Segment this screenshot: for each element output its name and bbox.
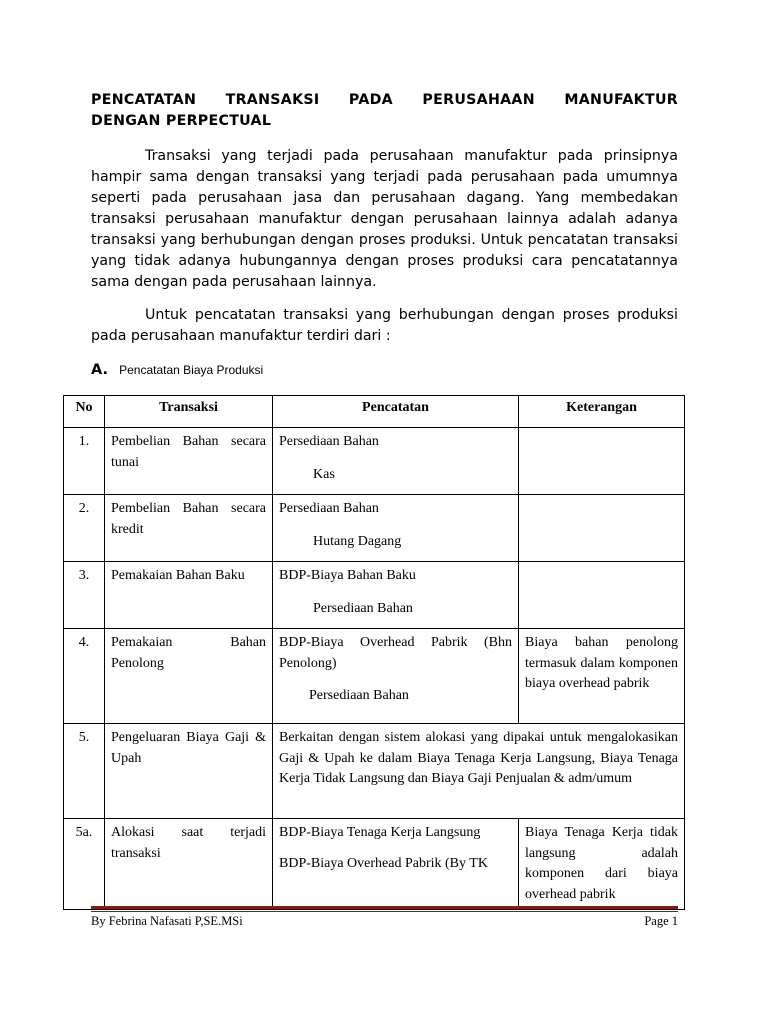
footer-divider-thin <box>91 911 678 912</box>
footer-divider <box>91 906 678 909</box>
row-keterangan <box>519 495 685 562</box>
row-pencatatan <box>273 562 519 629</box>
row-number: 1. <box>64 428 105 495</box>
row-transaksi: Alokasi saat terjadi transaksi <box>105 819 273 910</box>
table-header-row <box>64 396 685 428</box>
row-keterangan <box>519 428 685 495</box>
credit-entry: Kas <box>313 466 335 482</box>
row-transaksi: Pemakaian Bahan Baku <box>105 562 273 629</box>
credit-entry: Persediaan Bahan <box>313 600 413 616</box>
section-letter: A. <box>91 362 108 378</box>
header-pencatatan: Pencatatan <box>273 396 519 428</box>
intro-paragraph: Transaksi yang terjadi pada perusahaan manufaktur pada prinsipnya hampir sama dengan transaksi yang terjadi pada perusahaan pada umumnya seperti pada perusahaan jasa dan perusahaan dagang. Yang membedakan transaksi perusahaan manufaktur dengan perusahaan lainnya adalah adanya transaksi yang berhubungan dengan proses produksi. Untuk pencatatan transaksi yang tidak adanya hubungannya dengan proses produksi cara pencatatannya sama dengan pada perusahaan lainnya. <box>91 148 678 290</box>
row-pencatatan <box>273 428 519 495</box>
title-line-1: PENCATATAN TRANSAKSI PADA PERUSAHAAN MANUFAKTUR <box>91 92 678 108</box>
row-transaksi: Pemakaian Bahan Penolong <box>105 629 273 724</box>
document-title <box>91 90 678 132</box>
section-title: Pencatatan Biaya Produksi <box>119 363 264 377</box>
row-number: 5. <box>64 724 105 819</box>
debit-entry: Persediaan Bahan <box>279 434 379 449</box>
journal-table <box>63 395 685 910</box>
row-number: 2. <box>64 495 105 562</box>
debit-entry: BDP-Biaya Tenaga Kerja Langsung <box>279 825 481 840</box>
debit-entry: BDP-Biaya Bahan Baku <box>279 568 416 583</box>
footer-page-number: Page 1 <box>644 914 678 928</box>
table-row <box>64 428 685 495</box>
row-transaksi: Pembelian Bahan secara tunai <box>105 428 273 495</box>
debit-entry-2: BDP-Biaya Overhead Pabrik (By TK <box>279 855 488 871</box>
header-transaksi: Transaksi <box>105 396 273 428</box>
row-number: 3. <box>64 562 105 629</box>
row-keterangan: Biaya bahan penolong termasuk dalam komponen biaya overhead pabrik <box>519 629 685 724</box>
table-row <box>64 629 685 724</box>
debit-entry: Persediaan Bahan <box>279 501 379 516</box>
row-transaksi: Pembelian Bahan secara kredit <box>105 495 273 562</box>
table-row <box>64 724 685 819</box>
row-pencatatan <box>273 629 519 724</box>
row-pencatatan <box>273 819 519 910</box>
row-keterangan <box>519 562 685 629</box>
table-row <box>64 562 685 629</box>
table-row <box>64 819 685 910</box>
row-pencatatan <box>273 495 519 562</box>
table-row <box>64 495 685 562</box>
header-no: No <box>64 396 105 428</box>
credit-entry: Hutang Dagang <box>313 533 402 549</box>
credit-entry: Persediaan Bahan <box>309 688 409 703</box>
header-keterangan: Keterangan <box>519 396 685 428</box>
row-merged-note: Berkaitan dengan sistem alokasi yang dipakai untuk mengalokasikan Gaji & Upah ke dalam Biaya Tenaga Kerja Langsung, Biaya Tenaga Kerja Tidak Langsung dan Biaya Gaji Penjualan & adm/umum <box>273 724 685 819</box>
title-line-2: DENGAN PERPECTUAL <box>91 113 272 129</box>
row-number: 4. <box>64 629 105 724</box>
section-heading <box>91 359 263 378</box>
footer-author: By Febrina Nafasati P,SE.MSi <box>91 914 243 928</box>
row-number: 5a. <box>64 819 105 910</box>
row-transaksi: Pengeluaran Biaya Gaji & Upah <box>105 724 273 819</box>
second-paragraph: Untuk pencatatan transaksi yang berhubungan dengan proses produksi pada perusahaan manufaktur terdiri dari : <box>91 307 678 344</box>
debit-entry: BDP-Biaya Overhead Pabrik (Bhn Penolong) <box>279 635 512 671</box>
row-keterangan: Biaya Tenaga Kerja tidak langsung adalah komponen dari biaya overhead pabrik <box>519 819 685 910</box>
